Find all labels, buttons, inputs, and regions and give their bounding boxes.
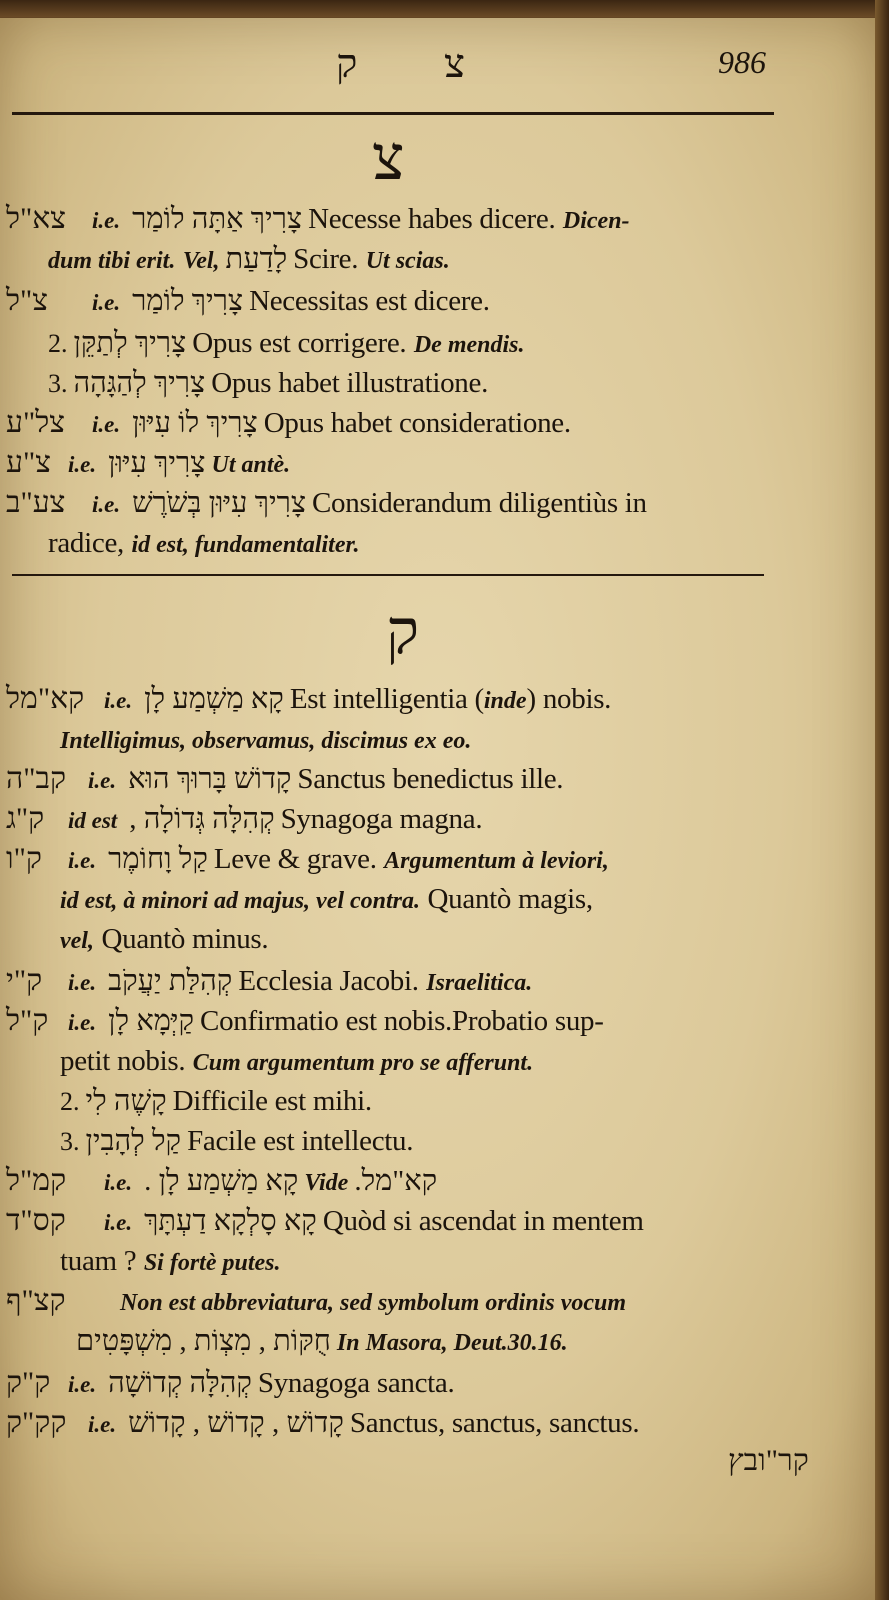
section-letter-tsade: צ: [372, 125, 405, 193]
book-page: [0, 18, 878, 1600]
hebrew-phrase: צָרִיךְ עִיּוּן בְּשֹׁרֶשׁ: [132, 487, 307, 519]
ie-marker: i.e.: [68, 970, 97, 995]
ie-marker: i.e.: [104, 688, 133, 713]
abbreviation: קא"מל: [6, 682, 85, 715]
latin-gloss: petit nobis.: [60, 1045, 186, 1077]
latin-gloss: radice,: [48, 527, 124, 559]
hebrew-phrase: קְהִלָּה קְדוֹשָׁה: [108, 1367, 252, 1399]
ie-marker: i.e.: [104, 1210, 133, 1235]
abbreviation: ק"י: [6, 964, 43, 997]
latin-note: Ut scias.: [365, 248, 450, 274]
latin-gloss: Opus habet considerationе.: [263, 407, 571, 439]
latin-note: Cum argumentum pro se afferunt.: [192, 1050, 534, 1076]
abbreviation: קס"ד: [6, 1204, 66, 1237]
latin-gloss: tuam ?: [60, 1245, 137, 1277]
latin-gloss: Considerandum diligentiùs in: [312, 487, 647, 519]
abbreviation: ק"ג: [6, 802, 45, 835]
latin-note: vel,: [60, 928, 94, 954]
latin-note: De mendis.: [413, 332, 525, 358]
abbreviation: קמ"ל: [6, 1164, 67, 1197]
latin-gloss: Necessitas est dicere.: [249, 285, 490, 317]
ie-marker: i.e.: [68, 452, 97, 477]
latin-gloss: Difficile est mihi.: [172, 1085, 372, 1117]
ie-marker: i.e.: [68, 1010, 97, 1035]
latin-note: dum tibi erit.: [48, 248, 176, 274]
abbreviation: קק"ק: [6, 1406, 67, 1439]
latin-gloss: Opus est corrigere.: [192, 327, 407, 359]
latin-note: Ut antè.: [211, 452, 291, 478]
page-number: 986: [718, 44, 766, 80]
hebrew-phrase: צָרִיךְ לְהַגָּהָה: [73, 367, 206, 399]
header-rule: [12, 112, 774, 115]
abbreviation: ק"ל: [6, 1004, 49, 1037]
hebrew-phrase: קָשֶׁה לִי: [85, 1085, 167, 1117]
sense-number: 3.: [48, 369, 68, 398]
latin-note: Dicen-: [562, 208, 630, 234]
hebrew-phrase: לָדַעַת: [225, 243, 288, 275]
running-header-qof: ק: [336, 41, 358, 86]
hebrew-phrase: צָרִיךְ אַתָּה לוֹמַר: [132, 203, 303, 235]
hebrew-phrase: קָדוֹשׁ , קָדוֹשׁ , קָדוֹשׁ: [128, 1407, 344, 1439]
book-edge-right: [875, 0, 889, 1600]
latin-gloss: ) nobis.: [526, 683, 612, 715]
latin-gloss: Quantò magis,: [427, 883, 593, 915]
ie-marker: i.e.: [92, 412, 121, 437]
abbreviation: צ"ל: [6, 284, 48, 317]
hebrew-phrase: קָא מַשְׁמַע לָן .: [144, 1165, 299, 1197]
hebrew-phrase: צָרִיךְ עִיּוּן: [108, 447, 206, 479]
latin-note: In Masora, Deut.30.16.: [336, 1330, 568, 1356]
latin-gloss: Opus habet illustratione.: [211, 367, 489, 399]
latin-note: Vide: [304, 1170, 349, 1196]
section-divider: [12, 574, 764, 576]
sense-number: 3.: [60, 1127, 80, 1156]
hebrew-phrase: קָא סָלְקָא דַעְתָּךְ: [144, 1205, 317, 1237]
latin-gloss: Confirmatio est nobis.Probatio sup-: [200, 1005, 604, 1037]
abbreviation: צ"ע: [6, 446, 51, 479]
latin-gloss: Ecclesia Jacobi.: [238, 965, 419, 997]
hebrew-phrase: קְהִלָּה גְּדוֹלָה ,: [129, 803, 275, 835]
section-letter-qof: ק: [386, 599, 420, 667]
latin-gloss: Scire.: [293, 243, 359, 275]
latin-note: inde: [483, 688, 527, 714]
latin-gloss: Synagoga magna.: [280, 803, 483, 835]
latin-gloss: Est intelligentia (: [289, 683, 484, 715]
latin-note: Non est abbreviatura, sed symbolum ordinis vocum: [120, 1290, 627, 1316]
abbreviation: קב"ה: [6, 762, 67, 795]
hebrew-phrase: קָדוֹשׁ בָּרוּךְ הוּא: [128, 763, 292, 795]
latin-gloss: Quòd si ascendat in mentem: [322, 1205, 644, 1237]
hebrew-phrase: צָרִיךְ לְתַקֵּן: [73, 327, 187, 359]
latin-gloss: Sanctus benedictus ille.: [297, 763, 564, 795]
catchword: קר"ובץ: [728, 1444, 809, 1477]
ie-marker: i.e.: [104, 1170, 133, 1195]
latin-note: Vel,: [182, 248, 220, 274]
ie-marker: i.e.: [68, 848, 97, 873]
hebrew-phrase: קַל לְהָבִין: [85, 1125, 182, 1157]
ie-marker: i.e.: [92, 208, 121, 233]
ie-marker: i.e.: [92, 492, 121, 517]
latin-gloss: Leve & grave.: [213, 843, 377, 875]
ie-marker: i.e.: [88, 1412, 117, 1437]
ie-marker: i.e.: [68, 1372, 97, 1397]
latin-gloss: Synagoga sancta.: [257, 1367, 455, 1399]
abbreviation: ק"ו: [6, 842, 42, 875]
latin-note: Intelligimus, observamus, discimus ex eo.: [60, 728, 472, 754]
latin-note: Argumentum à leviori,: [384, 848, 609, 874]
hebrew-phrase: קָא מַשְׁמַע לָן: [144, 683, 284, 715]
sense-number: 2.: [60, 1087, 80, 1116]
latin-gloss: Sanctus, sanctus, sanctus.: [349, 1407, 640, 1439]
running-header-tsade: צ: [444, 41, 465, 86]
abbreviation: צל"ע: [6, 406, 65, 439]
hebrew-phrase: קא"מל.: [354, 1165, 438, 1197]
ie-marker: id est: [68, 808, 118, 833]
abbreviation: קצ"ף: [6, 1284, 66, 1317]
hebrew-phrase: צָרִיךְ לוֹמַר: [132, 285, 244, 317]
latin-gloss: Facile est intellectu.: [187, 1125, 414, 1157]
latin-gloss: Quantò minus.: [101, 923, 269, 955]
sense-number: 2.: [48, 329, 68, 358]
hebrew-phrase: חֻקּוֹת , מִצְוֹת , מִשְׁפָּטִים: [76, 1325, 331, 1357]
ie-marker: i.e.: [92, 290, 121, 315]
abbreviation: צא"ל: [6, 202, 66, 235]
abbreviation: ק"ק: [6, 1366, 51, 1399]
hebrew-phrase: קַל וָחוֹמֶר: [108, 843, 208, 875]
latin-note: id est, fundamentaliter.: [131, 532, 360, 558]
hebrew-phrase: קַיְּמָא לָן: [108, 1005, 195, 1037]
ie-marker: i.e.: [88, 768, 117, 793]
abbreviation: צע"ב: [6, 486, 66, 519]
latin-note: Israelitica.: [426, 970, 533, 996]
hebrew-phrase: קְהִלַּת יַעֲקֹב: [108, 965, 233, 997]
latin-gloss: Necesse habes dicere.: [308, 203, 556, 235]
hebrew-phrase: צָרִיךְ לוֹ עִיּוּן: [132, 407, 258, 439]
latin-note: Si fortè putes.: [143, 1250, 281, 1276]
latin-note: id est, à minori ad majus, vel contra.: [60, 888, 421, 914]
